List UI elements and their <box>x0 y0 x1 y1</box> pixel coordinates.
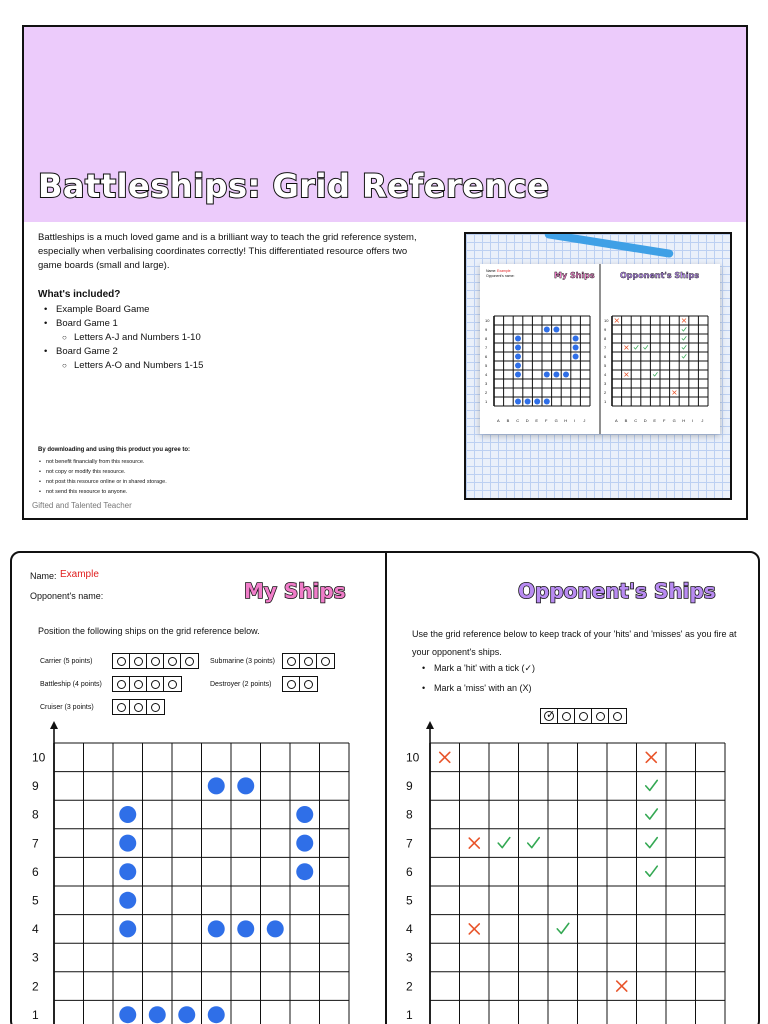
row-label: 2 <box>485 389 488 395</box>
row-label: 6 <box>604 353 607 359</box>
miss-mark <box>625 373 629 377</box>
preview-ship-marker <box>515 363 521 369</box>
row-label: 4 <box>604 371 607 377</box>
page-title: Battleships: Grid Reference <box>38 167 550 205</box>
row-label: 8 <box>406 807 413 822</box>
miss-mark <box>646 752 656 762</box>
preview-ship-marker <box>573 345 579 351</box>
preview-ship-marker <box>553 372 559 378</box>
preview-column-label: H <box>682 418 686 423</box>
miss-mark <box>682 319 686 323</box>
miss-mark <box>615 319 619 323</box>
grid-boards <box>12 553 760 1024</box>
row-label: 2 <box>32 979 39 994</box>
included-item: • Board Game 1 <box>38 317 398 331</box>
ship-marker <box>208 920 225 937</box>
ship-marker <box>237 920 254 937</box>
preview-ship-marker <box>515 354 521 360</box>
row-label: 7 <box>32 836 39 851</box>
preview-column-label: B <box>624 418 628 423</box>
preview-column-label: G <box>672 418 676 423</box>
row-label: 1 <box>485 398 488 404</box>
row-label: 8 <box>32 807 39 822</box>
preview-column-label: A <box>615 418 618 423</box>
ship-marker <box>149 1006 166 1023</box>
preview-ship-marker <box>553 327 559 333</box>
included-item: • Example Board Game <box>38 303 398 317</box>
row-label: 1 <box>406 1007 413 1022</box>
ship-marker <box>208 777 225 794</box>
miss-mark <box>440 752 450 762</box>
row-label: 6 <box>406 864 413 879</box>
terms-item: • not benefit financially from this resource. <box>38 457 167 467</box>
ship-name: Destroyer (2 points) <box>210 680 272 688</box>
row-label: 5 <box>485 362 488 368</box>
preview-column-label: J <box>583 418 586 423</box>
preview-ship-marker <box>544 327 550 333</box>
preview-ship-marker <box>515 345 521 351</box>
hit-mark <box>646 866 658 876</box>
ship-marker <box>119 806 136 823</box>
ship-name: Cruiser (3 points) <box>40 703 94 711</box>
preview-column-label: B <box>506 418 510 423</box>
row-label: 8 <box>485 335 488 341</box>
included-item: ○ Letters A-J and Numbers 1-10 <box>38 331 398 345</box>
preview-column-label: F <box>663 418 666 423</box>
preview-column-label: A <box>497 418 500 423</box>
preview-ship-marker <box>525 399 531 405</box>
preview-ship-marker <box>544 399 550 405</box>
row-label: 7 <box>406 836 413 851</box>
my-ships-title: My Ships <box>244 579 346 603</box>
row-label: 5 <box>32 893 39 908</box>
row-label: 8 <box>604 335 607 341</box>
row-label: 6 <box>32 864 39 879</box>
game-board-sheet <box>10 551 760 1024</box>
row-label: 9 <box>32 779 39 794</box>
row-label: 10 <box>485 317 490 323</box>
y-axis-arrow <box>50 721 58 729</box>
hit-mark <box>646 809 658 819</box>
included-heading: What's included? <box>38 289 121 300</box>
row-label: 10 <box>32 750 46 765</box>
miss-mark <box>625 346 629 350</box>
hit-mark <box>646 838 658 848</box>
miss-mark <box>673 391 677 395</box>
ship-name: Submarine (3 points) <box>210 657 275 665</box>
hit-mark <box>682 355 686 359</box>
row-label: 3 <box>32 950 39 965</box>
row-label: 4 <box>32 922 39 937</box>
preview-column-label: F <box>545 418 548 423</box>
row-label: 9 <box>485 326 488 332</box>
ship-marker <box>119 892 136 909</box>
row-label: 4 <box>406 922 413 937</box>
preview-column-label: I <box>691 418 693 423</box>
preview-ship-marker <box>573 354 579 360</box>
preview-ship-marker <box>515 372 521 378</box>
row-label: 3 <box>485 380 488 386</box>
included-item: ○ Letters A-O and Numbers 1-15 <box>38 359 398 373</box>
ship-marker <box>267 920 284 937</box>
opponent-ships-title: Opponent's Ships <box>518 579 716 603</box>
row-label: 4 <box>485 371 488 377</box>
preview-column-label: C <box>516 418 520 423</box>
preview-column-label: C <box>634 418 638 423</box>
preview-column-label: D <box>525 418 529 423</box>
row-label: 3 <box>406 950 413 965</box>
preview-column-label: H <box>564 418 568 423</box>
name-value: Example <box>60 569 99 580</box>
ship-marker <box>119 1006 136 1023</box>
preview-column-label: G <box>554 418 558 423</box>
row-label: 9 <box>604 326 607 332</box>
preview-column-label: D <box>643 418 647 423</box>
row-label: 6 <box>485 353 488 359</box>
hit-mark <box>682 337 686 341</box>
preview-ship-marker <box>534 399 540 405</box>
miss-mark <box>617 981 627 991</box>
hit-mark <box>528 838 540 848</box>
preview-my-ships-grid <box>485 316 590 406</box>
preview-ship-marker <box>515 399 521 405</box>
ship-marker <box>119 920 136 937</box>
included-list <box>38 303 398 373</box>
ship-marker <box>237 777 254 794</box>
terms-list <box>38 457 167 497</box>
ship-marker <box>296 806 313 823</box>
hit-mark <box>634 346 638 350</box>
miss-mark <box>469 924 479 934</box>
row-label: 9 <box>406 779 413 794</box>
preview-column-label: E <box>653 418 657 423</box>
terms-item: • not copy or modify this resource. <box>38 467 167 477</box>
instruction-bullet: • Mark a 'miss' with an (X) <box>412 678 535 698</box>
y-axis-arrow <box>426 721 434 729</box>
row-label: 3 <box>604 380 607 386</box>
row-label: 10 <box>406 750 420 765</box>
ship-marker <box>296 835 313 852</box>
brand-footer: Gifted and Talented Teacher <box>32 501 132 510</box>
preview-column-label: I <box>573 418 575 423</box>
preview-opponent-name-label: Opponent's name: <box>486 274 515 278</box>
row-label: 1 <box>604 398 607 404</box>
ship-marker <box>208 1006 225 1023</box>
hit-mark <box>682 346 686 350</box>
product-card <box>22 25 748 520</box>
preview-column-label: E <box>535 418 539 423</box>
instruction-bullet: • Mark a 'hit' with a tick (✓) <box>412 658 535 678</box>
preview-name-value: Example <box>497 269 511 273</box>
row-label: 7 <box>485 344 488 350</box>
name-label: Name: <box>30 571 57 581</box>
preview-my-ships-title: My Ships <box>554 271 595 280</box>
miss-mark <box>469 838 479 848</box>
preview-ship-marker <box>573 336 579 342</box>
included-item: • Board Game 2 <box>38 345 398 359</box>
hit-mark <box>644 346 648 350</box>
hit-mark <box>498 838 510 848</box>
preview-worksheet-drawing <box>480 264 720 434</box>
preview-ship-marker <box>563 372 569 378</box>
opponent-ships-grid <box>406 721 741 1024</box>
row-label: 5 <box>406 893 413 908</box>
ship-name: Carrier (5 points) <box>40 657 93 665</box>
terms-heading: By downloading and using this product you agree to: <box>38 447 191 453</box>
ship-name: Battleship (4 points) <box>40 680 102 688</box>
row-label: 2 <box>604 389 607 395</box>
product-description: Battleships is a much loved game and is a brilliant way to teach the grid reference system, especially when verbalising coordinates correctly! This differentiated resource offers two game boards (small and large). <box>38 232 417 271</box>
row-label: 2 <box>406 979 413 994</box>
ship-marker <box>119 835 136 852</box>
preview-opponent-ships-grid <box>604 316 708 406</box>
hit-mark <box>682 328 686 332</box>
preview-column-label: J <box>701 418 704 423</box>
preview-name-label: Name: <box>486 269 497 273</box>
my-ships-grid <box>32 721 365 1024</box>
preview-opponent-ships-title: Opponent's Ships <box>620 271 700 280</box>
hit-mark <box>646 780 658 790</box>
opponent-instruction: Use the grid reference below to keep track of your 'hits' and 'misses' as you fire at your opponent's ships. <box>412 629 737 657</box>
pencil-graphic <box>544 232 674 258</box>
ship-marker <box>178 1006 195 1023</box>
row-label: 10 <box>604 317 609 323</box>
row-label: 1 <box>32 1007 39 1022</box>
terms-item: • not post this resource online or in shared storage. <box>38 477 167 487</box>
ship-marker <box>119 863 136 880</box>
preview-ship-marker <box>515 336 521 342</box>
position-instruction: Position the following ships on the grid reference below. <box>38 626 260 636</box>
terms-item: • not send this resource to anyone. <box>38 487 167 497</box>
hit-mark <box>557 923 569 933</box>
row-label: 5 <box>604 362 607 368</box>
hit-mark <box>653 373 657 377</box>
product-preview-image <box>464 232 732 500</box>
opponent-name-label: Opponent's name: <box>30 591 104 601</box>
preview-ship-marker <box>544 372 550 378</box>
preview-worksheet <box>480 264 720 434</box>
ship-marker <box>296 863 313 880</box>
row-label: 7 <box>604 344 607 350</box>
